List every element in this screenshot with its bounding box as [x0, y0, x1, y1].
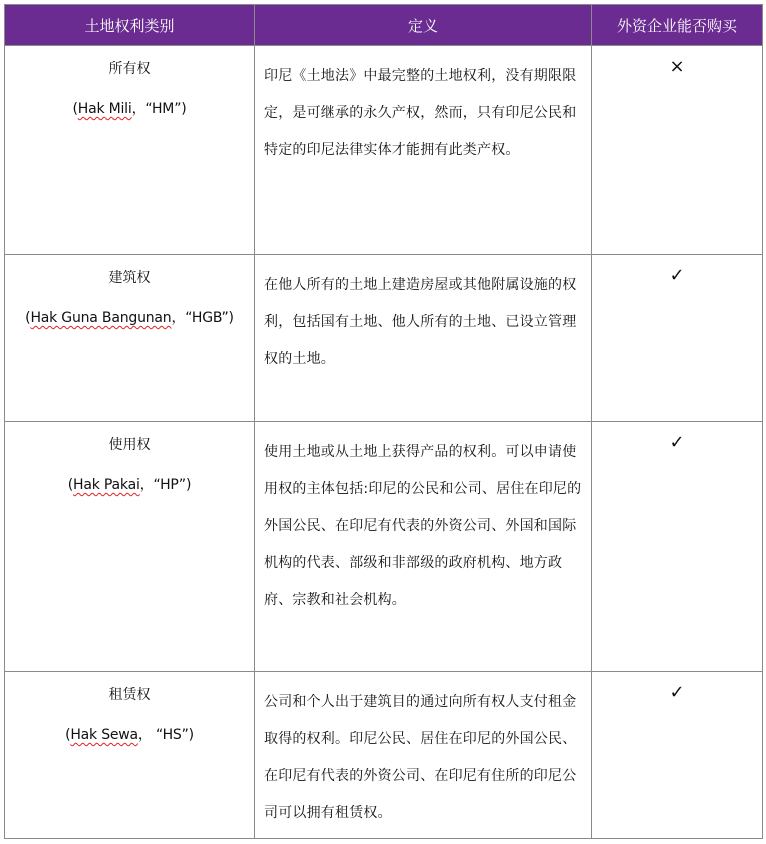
land-right-type-cell — [5, 672, 255, 839]
spellcheck-word: Hak Sewa — [70, 727, 138, 743]
land-right-latin-name: (Hak Guna Bangunan，“HGB”) — [25, 310, 234, 326]
land-right-name: 建筑权 — [108, 270, 151, 286]
table-row — [5, 422, 763, 672]
definition-cell: 公司和个人出于建筑目的通过向所有权人支付租金取得的权利。印尼公民、居住在印尼的外国公民、在印尼有代表的外资公司、在印尼有住所的印尼公司可以拥有租赁权。 — [255, 672, 592, 839]
land-right-latin-name: (Hak Mili，“HM”) — [72, 101, 187, 117]
land-right-type-cell — [5, 422, 255, 672]
spellcheck-word: Hak Pakai — [73, 477, 140, 493]
land-right-name: 所有权 — [108, 61, 151, 77]
check-mark-icon: ✓ — [592, 672, 763, 839]
table-row — [5, 46, 763, 255]
land-right-latin-name: (Hak Pakai，“HP”) — [67, 477, 192, 493]
spellcheck-word: Hak Mili — [77, 101, 132, 117]
land-rights-table — [4, 4, 763, 839]
land-right-type-cell — [5, 255, 255, 422]
table-row — [5, 672, 763, 839]
table-row — [5, 255, 763, 422]
header-definition: 定义 — [255, 5, 592, 46]
header-foreign-purchase: 外资企业能否购买 — [592, 5, 763, 46]
definition-cell: 在他人所有的土地上建造房屋或其他附属设施的权利，包括国有土地、他人所有的土地、已设立管理权的土地。 — [255, 255, 592, 422]
definition-cell: 印尼《土地法》中最完整的土地权利，没有期限限定，是可继承的永久产权，然而，只有印尼公民和特定的印尼法律实体才能拥有此类产权。 — [255, 46, 592, 255]
land-right-type-cell — [5, 46, 255, 255]
land-right-name: 租赁权 — [108, 687, 151, 703]
land-right-latin-name: (Hak Sewa， “HS”) — [65, 727, 194, 743]
header-land-right-type: 土地权利类别 — [5, 5, 255, 46]
land-right-name: 使用权 — [108, 437, 151, 453]
cross-mark-icon: × — [592, 46, 763, 255]
spellcheck-word: Hak Guna Bangunan — [30, 310, 172, 326]
check-mark-icon: ✓ — [592, 422, 763, 672]
check-mark-icon: ✓ — [592, 255, 763, 422]
definition-cell: 使用土地或从土地上获得产品的权利。可以申请使用权的主体包括:印尼的公民和公司、居住在印尼的外国公民、在印尼有代表的外资公司、外国和国际机构的代表、部级和非部级的政府机构、地方政府、宗教和社会机构。 — [255, 422, 592, 672]
table-header-row — [5, 5, 763, 46]
